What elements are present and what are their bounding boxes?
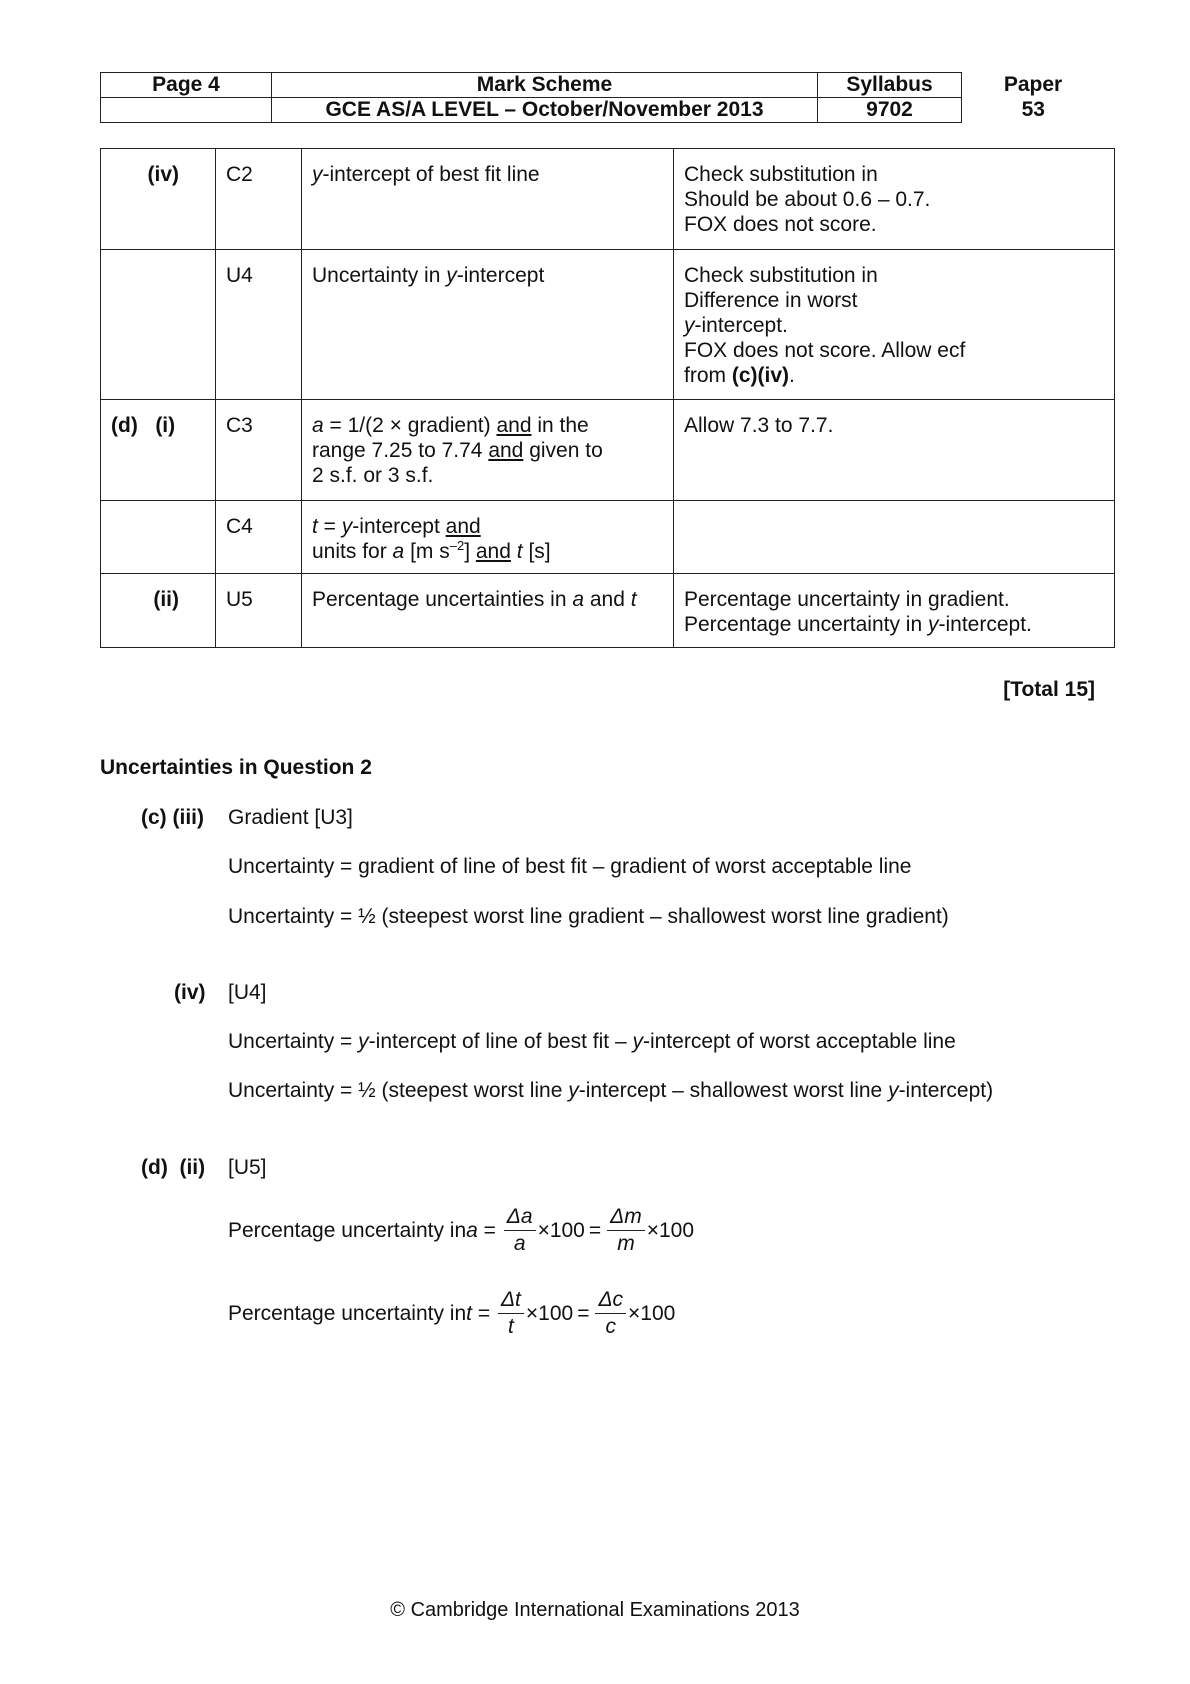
guidance-cell: Percentage uncertainty in gradient. Percentage uncertainty in y-intercept. [674,574,1115,648]
part-title-iv: [U4] [228,981,267,1004]
question-cell: (ii) [101,574,216,648]
page-label: Page 4 [101,73,272,98]
code-cell: U4 [216,250,302,400]
syllabus-value: 9702 [818,98,962,123]
part-title-ciii: Gradient [U3] [228,806,353,829]
part-label-dii: (d) (ii) [141,1156,206,1179]
fraction: $\frac{\Delta m}{m}$ [607,1204,645,1257]
code-cell: C4 [216,501,302,574]
description-cell: Percentage uncertainties in a and t [302,574,674,648]
guidance-cell: Allow 7.3 to 7.7. [674,400,1115,501]
fraction: $\frac{\Delta c}{c}$ [595,1287,626,1340]
iv-line-2: Uncertainty = ½ (steepest worst line y-intercept – shallowest worst line y-intercept) [228,1079,994,1102]
total-marks: [Total 15] [1003,678,1095,701]
formula-a: Percentage uncertainty in a = $\frac{\Delta a}{a}$ ×100 = $\frac{\Delta m}{m}$ ×100 [228,1205,695,1255]
part-label-ciii: (c) (iii) [141,806,204,829]
part-title-dii: [U5] [228,1156,267,1179]
mark-table [100,148,1115,648]
formula-t: Percentage uncertainty in t = $\frac{\Delta t}{t}$ ×100 = $\frac{\Delta c}{c}$ ×100 [228,1288,676,1338]
description-cell: Uncertainty in y-intercept [302,250,674,400]
code-cell: C2 [216,149,302,250]
question-cell [101,250,216,400]
footer-copyright: © Cambridge International Examinations 2013 [390,1599,800,1621]
table-row [101,149,1115,250]
section-heading: Uncertainties in Question 2 [100,756,372,779]
paper-value: 53 [1021,98,1045,121]
syllabus-label: Syllabus [818,73,962,98]
table-row [101,250,1115,400]
table-row [101,400,1115,501]
guidance-cell: Check substitution in Difference in worst y-intercept. FOX does not score. Allow ecf from (c)(iv). [674,250,1115,400]
question-cell [101,501,216,574]
question-cell: (iv) [101,149,216,250]
code-cell: U5 [216,574,302,648]
guidance-cell [674,501,1115,574]
page-blank [101,98,272,123]
guidance-cell: Check substitution in Should be about 0.6 – 0.7. FOX does not score. [674,149,1115,250]
code-cell: C3 [216,400,302,501]
description-cell: t = y-intercept and units for a [m $s^{-2}$] and t [s] [302,501,674,574]
paper-label: Paper [1003,73,1063,96]
part-label-iv: (iv) [174,981,206,1004]
table-row [101,501,1115,574]
header-table [100,72,1105,123]
description-cell: y-intercept of best fit line [302,149,674,250]
ciii-line-2: Uncertainty = ½ (steepest worst line gradient – shallowest worst line gradient) [228,905,949,928]
description-cell: a = 1/(2 × gradient) and in the range 7.25 to 7.74 and given to 2 s.f. or 3 s.f. [302,400,674,501]
fraction: $\frac{\Delta t}{t}$ [498,1287,524,1340]
table-row [101,574,1115,648]
ciii-line-1: Uncertainty = gradient of line of best fit – gradient of worst acceptable line [228,855,912,878]
iv-line-1: Uncertainty = y-intercept of line of best fit – y-intercept of worst acceptable line [228,1030,956,1053]
header-subtitle: GCE AS/A LEVEL – October/November 2013 [272,98,818,123]
header-title: Mark Scheme [272,73,818,98]
question-cell: (d) (i) [101,400,216,501]
fraction: $\frac{\Delta a}{a}$ [504,1204,536,1257]
